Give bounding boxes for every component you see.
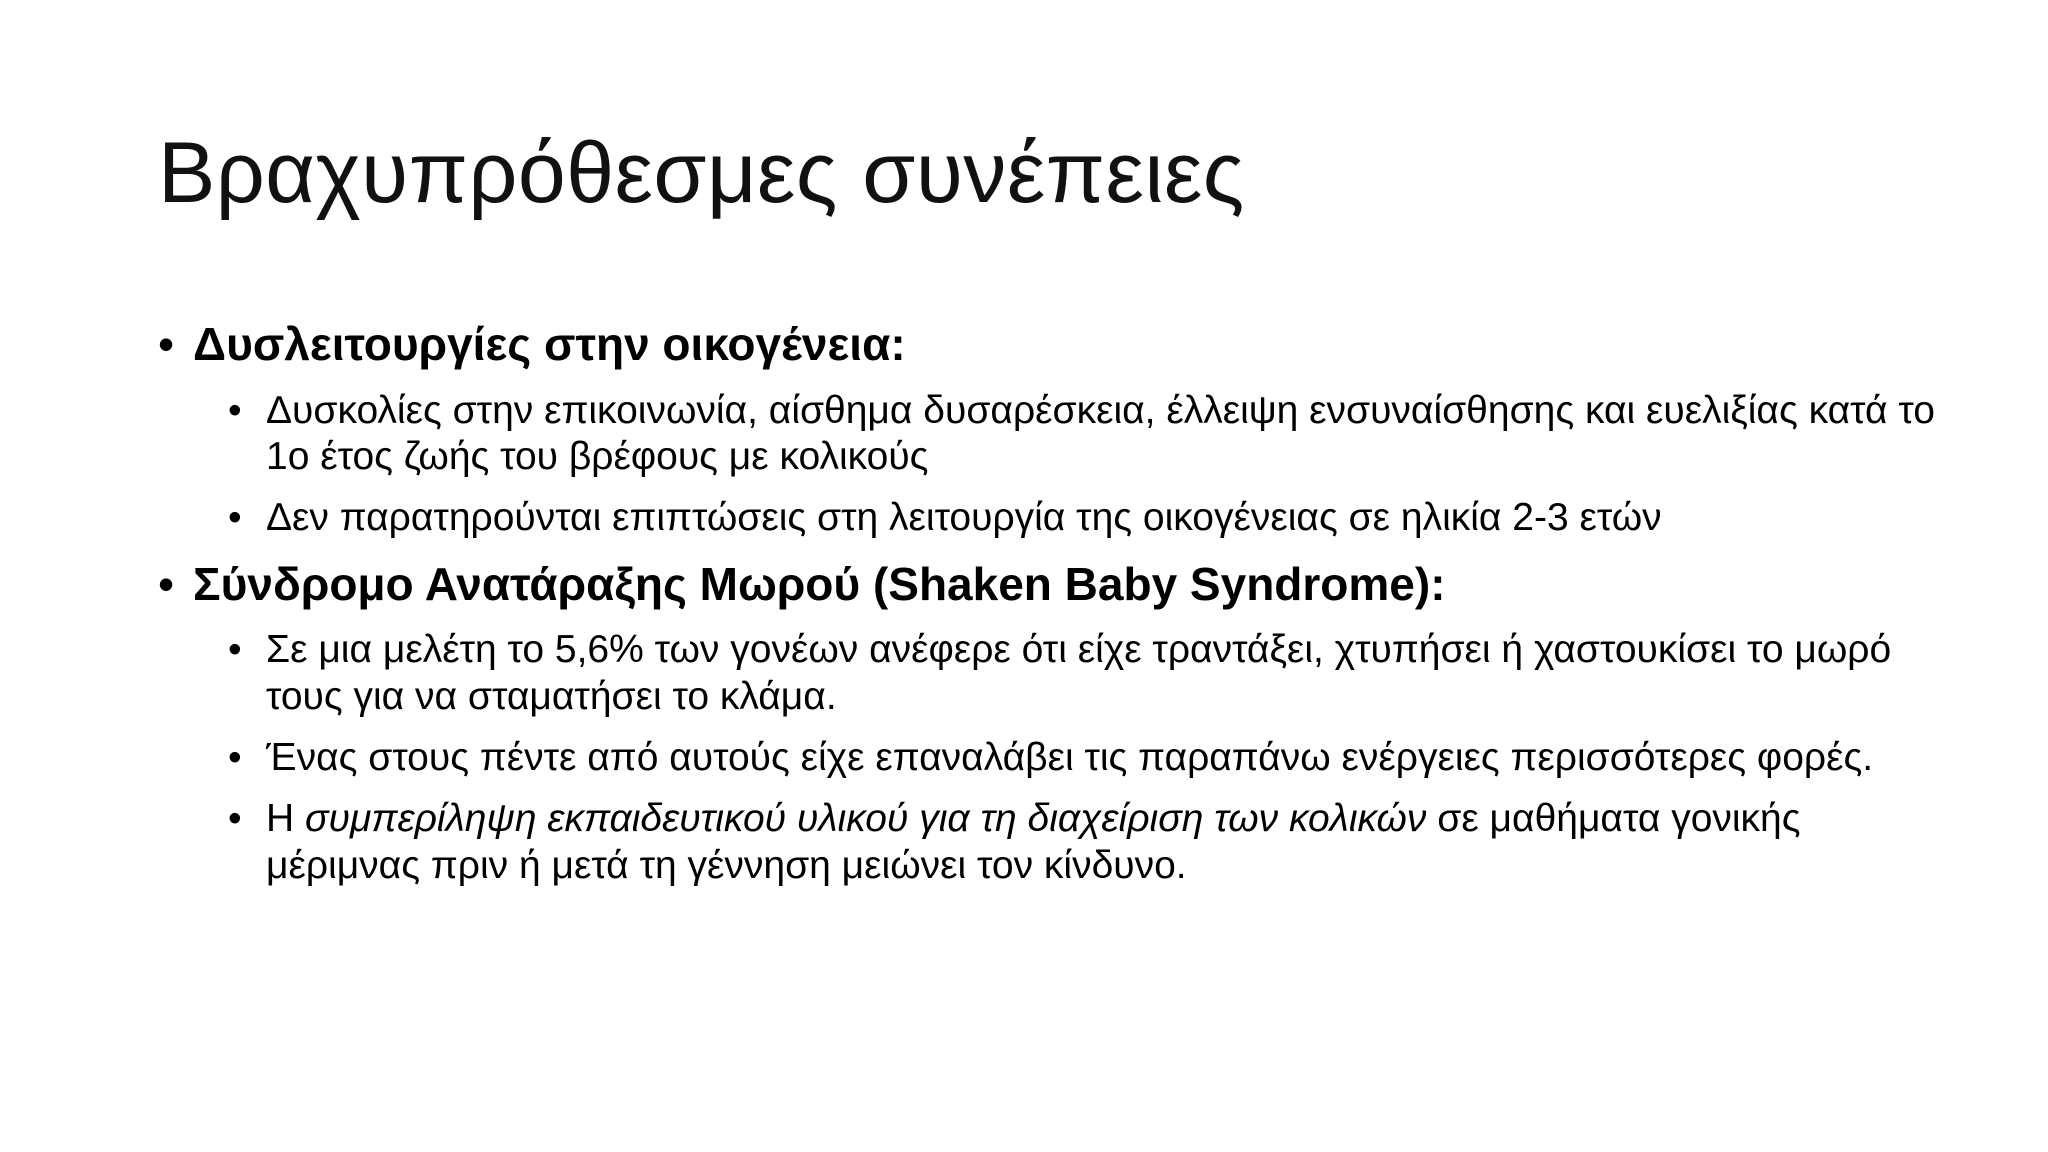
section-heading-text: Δυσλειτουργίες στην οικογένεια:: [193, 318, 906, 370]
section-items: [158, 627, 1938, 889]
list-item-text: Δεν παρατηρούνται επιπτώσεις στη λειτουργία της οικογένειας σε ηλικία 2-3 ετών: [266, 496, 1662, 540]
bullet-glyph: •: [158, 557, 175, 610]
section-heading-text: Σύνδρομο Ανατάραξης Μωρού (Shaken Baby Syndrome):: [193, 557, 1446, 610]
section-items: [158, 388, 1938, 542]
list-item-text: Σε μια μελέτη το 5,6% των γονέων ανέφερε ότι είχε τραντάξει, χτυπήσει ή χαστουκίσει το μωρό τους για να σταματήσει το κλάμα.: [266, 628, 1892, 719]
bullet-glyph: •: [228, 496, 242, 540]
section-heading-family-dysfunction: [158, 316, 1938, 374]
list-item: [158, 627, 1938, 721]
bullet-glyph: •: [158, 318, 175, 370]
bullet-glyph: •: [228, 735, 242, 779]
list-item-text: Δυσκολίες στην επικοινωνία, αίσθημα δυσαρέσκεια, έλλειψη ενσυναίσθησης και ευελιξίας κατά το 1ο έτος ζωής του βρέφους με κολικούς: [266, 388, 1935, 479]
section-heading-shaken-baby-syndrome: [158, 556, 1938, 614]
list-item: [158, 388, 1938, 482]
list-item-suffix: σε μαθήματα γονικής μέριμνας πριν ή μετά τη γέννηση μειώνει τον κίνδυνο.: [266, 796, 1801, 887]
list-item-text: Ένας στους πέντε από αυτούς είχε επαναλάβει τις παραπάνω ενέργειες περισσότερες φορές.: [266, 735, 1874, 779]
slide-content: [158, 316, 1938, 903]
slide-title: Βραχυπρόθεσμες συνέπειες: [158, 125, 1245, 221]
bullet-glyph: •: [228, 628, 242, 672]
list-item-italic: συμπερίληψη εκπαιδευτικού υλικού για τη διαχείριση των κολικών: [305, 796, 1427, 840]
list-item: [158, 495, 1938, 542]
list-item-text: [266, 797, 1801, 887]
list-item: [158, 796, 1938, 890]
bullet-glyph: •: [228, 796, 242, 840]
bullet-glyph: •: [228, 388, 242, 432]
list-item-prefix: Η: [266, 796, 305, 840]
list-item: [158, 735, 1938, 782]
